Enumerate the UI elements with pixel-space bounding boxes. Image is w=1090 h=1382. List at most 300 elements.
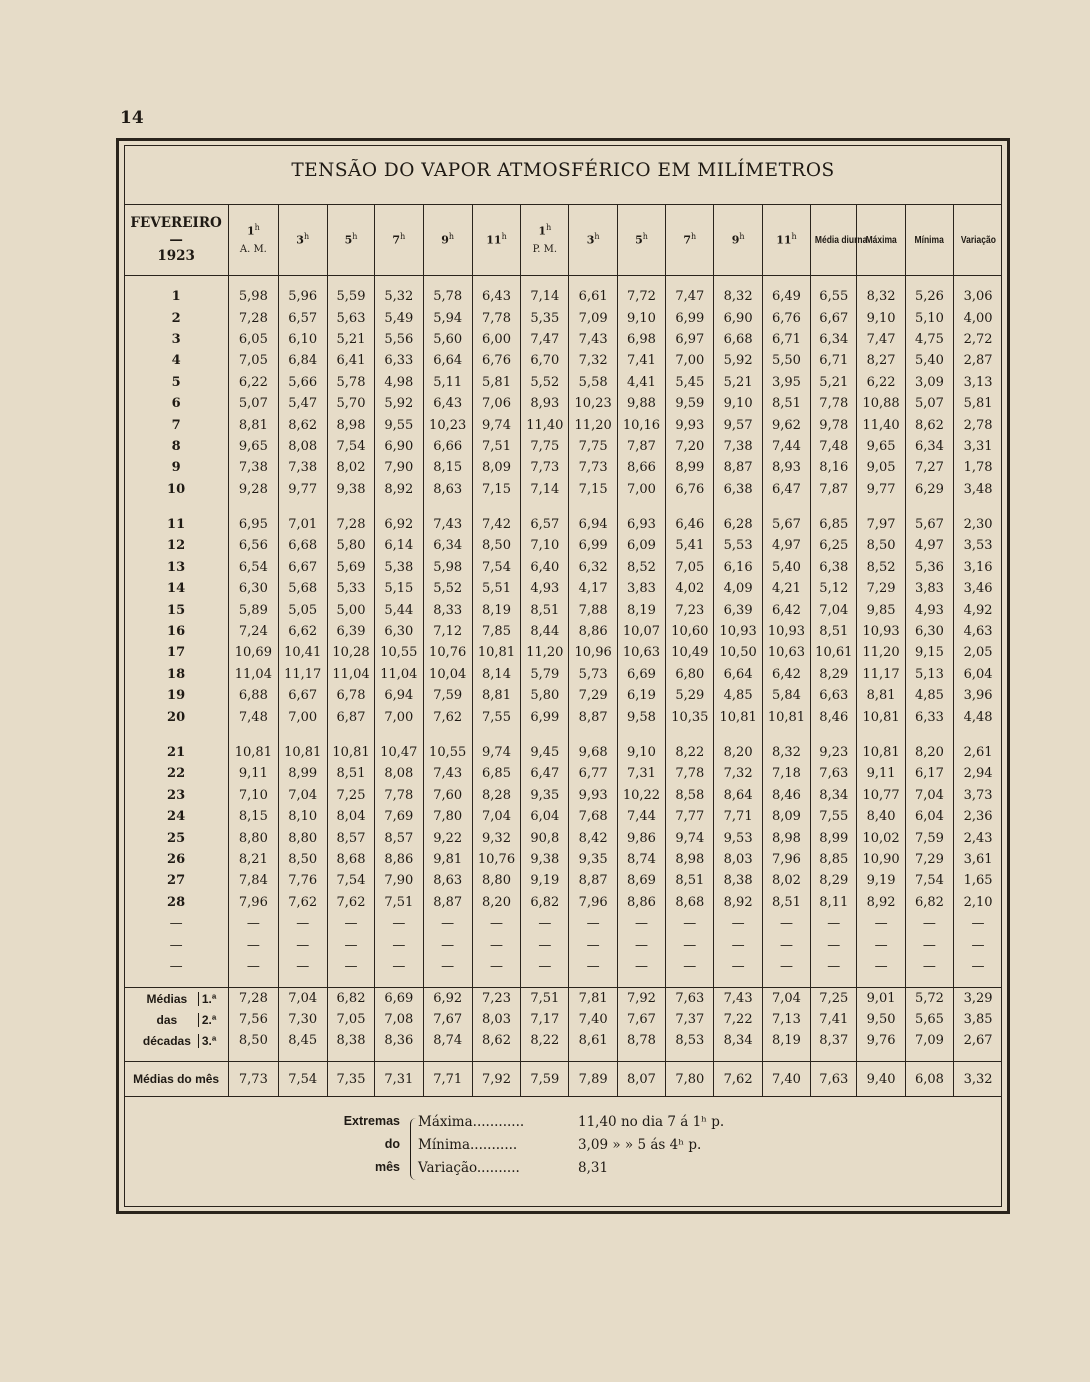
table-cell: 8,03 [472, 1009, 520, 1030]
table-cell: 7,28 [327, 514, 374, 535]
table-cell: 9,55 [375, 414, 423, 435]
table-cell: 6,68 [278, 535, 327, 556]
table-cell: 3,29 [954, 988, 1002, 1010]
table-cell: 5,52 [423, 578, 472, 599]
hour-value: 1 [538, 224, 547, 238]
table-cell: 4,85 [905, 685, 953, 706]
table-cell: 5,65 [905, 1009, 953, 1030]
table-cell: 8,80 [472, 870, 520, 891]
table-cell: 6,94 [375, 685, 423, 706]
table-cell: 8,20 [905, 742, 953, 763]
table-cell: 7,04 [905, 785, 953, 806]
table-cell: 10,35 [666, 706, 714, 727]
table-cell: 11,40 [521, 414, 569, 435]
table-cell: 9,65 [857, 436, 905, 457]
table-cell: 10,55 [375, 642, 423, 663]
table-cell: 8,51 [762, 892, 810, 913]
table-row [124, 599, 1002, 620]
table-cell: 7,59 [521, 1062, 569, 1097]
table-cell: 7,00 [278, 706, 327, 727]
table-cell: 9,10 [714, 393, 762, 414]
table-cell: 4,21 [762, 578, 810, 599]
day-number: 18 [167, 666, 186, 682]
dash-cell: — [762, 913, 810, 934]
extreme-value: 8,31 [578, 1160, 609, 1176]
table-cell: 7,41 [617, 350, 665, 371]
table-cell: 5,21 [327, 329, 374, 350]
table-cell: 7,73 [229, 1062, 278, 1097]
table-cell: 3,09 [905, 372, 953, 393]
table-cell: 9,40 [857, 1062, 905, 1097]
table-cell: 5,10 [905, 307, 953, 328]
table-cell: 8,34 [714, 1030, 762, 1051]
table-cell: 8,63 [423, 870, 472, 891]
table-cell: 6,00 [472, 329, 520, 350]
table-cell: 8,14 [472, 664, 520, 685]
table-title: TENSÃO DO VAPOR ATMOSFÉRICO EM MILÍMETROS [291, 160, 835, 181]
table-cell: 8,08 [375, 763, 423, 784]
table-cell: 6,34 [905, 436, 953, 457]
table-cell: 7,51 [472, 436, 520, 457]
decade-ordinal: 3.ª [198, 1034, 216, 1048]
table-cell: 8,29 [811, 664, 857, 685]
table-cell: 5,89 [229, 599, 278, 620]
table-cell: 7,20 [666, 436, 714, 457]
table-cell: 9,05 [857, 457, 905, 478]
hour-value: 3 [586, 233, 595, 247]
month-dash: — [169, 231, 183, 248]
table-cell: 5,81 [954, 393, 1002, 414]
table-row [124, 621, 1002, 642]
table-cell: 6,22 [857, 372, 905, 393]
table-cell: 9,74 [472, 742, 520, 763]
dash-cell: — [762, 934, 810, 955]
table-row [124, 514, 1002, 535]
table-cell: 7,62 [327, 892, 374, 913]
dash-cell: — [714, 934, 762, 955]
table-cell: 8,80 [229, 827, 278, 848]
table-cell: 5,72 [905, 988, 953, 1010]
hour-suffix: h [303, 231, 310, 241]
table-cell: 7,63 [811, 1062, 857, 1097]
dash-cell: — [714, 913, 762, 934]
dash-cell: — [169, 916, 183, 932]
extreme-value: 3,09 » » 5 ás 4ʰ p. [578, 1137, 702, 1153]
table-cell: 11,20 [569, 414, 617, 435]
table-cell: 8,40 [857, 806, 905, 827]
table-cell: 6,70 [521, 350, 569, 371]
day-number: 17 [167, 645, 186, 661]
hour-header [472, 205, 520, 276]
table-cell: 1,65 [954, 870, 1002, 891]
day-number: 2 [171, 310, 181, 326]
table-cell: 8,99 [666, 457, 714, 478]
table-cell: 6,29 [905, 479, 953, 500]
table-cell: 7,78 [375, 785, 423, 806]
extreme-name: Mínima........... [418, 1137, 518, 1153]
table-cell: 5,81 [472, 372, 520, 393]
table-cell: 10,88 [857, 393, 905, 414]
dash-cell: — [472, 913, 520, 934]
table-cell: 10,61 [811, 642, 857, 663]
table-cell: 8,36 [375, 1030, 423, 1051]
table-cell: 6,49 [762, 286, 810, 307]
table-cell: 6,84 [278, 350, 327, 371]
dash-cell: — [521, 934, 569, 955]
table-row [124, 642, 1002, 663]
decade-label [124, 1030, 229, 1051]
hour-header [278, 205, 327, 276]
table-cell: 7,69 [375, 806, 423, 827]
table-cell: 5,12 [811, 578, 857, 599]
dash-cell: — [169, 937, 183, 953]
table-cell: 4,41 [617, 372, 665, 393]
table-cell: 8,50 [857, 535, 905, 556]
table-cell: 7,29 [857, 578, 905, 599]
table-cell: 6,67 [278, 557, 327, 578]
table-cell: 7,32 [569, 350, 617, 371]
table-cell: 8,81 [472, 685, 520, 706]
hour-value: 11 [776, 233, 792, 247]
table-row [124, 785, 1002, 806]
table-cell: 7,05 [666, 557, 714, 578]
empty-row [124, 956, 1002, 977]
table-cell: 6,42 [762, 599, 810, 620]
hour-header [423, 205, 472, 276]
table-cell: 7,17 [521, 1009, 569, 1030]
table-cell: 5,15 [375, 578, 423, 599]
table-cell: 6,41 [327, 350, 374, 371]
table-cell: 6,39 [327, 621, 374, 642]
table-cell: 9,74 [666, 827, 714, 848]
table-cell: 6,16 [714, 557, 762, 578]
table-cell: 7,43 [569, 329, 617, 350]
extreme-row [330, 1160, 830, 1183]
table-cell: 8,92 [375, 479, 423, 500]
table-cell: 5,67 [762, 514, 810, 535]
table-cell: 6,30 [229, 578, 278, 599]
dash-cell: — [857, 956, 905, 977]
table-cell: 5,44 [375, 599, 423, 620]
table-cell: 5,21 [714, 372, 762, 393]
table-cell: 7,62 [423, 706, 472, 727]
table-cell: 7,44 [617, 806, 665, 827]
table-cell: 5,56 [375, 329, 423, 350]
day-number: 19 [167, 688, 186, 704]
table-cell: 5,78 [423, 286, 472, 307]
day-number: 28 [167, 894, 186, 910]
table-cell: 7,78 [666, 763, 714, 784]
hour-value: 9 [731, 233, 740, 247]
table-cell: 8,63 [423, 479, 472, 500]
table-cell: 5,40 [905, 350, 953, 371]
table-cell: 10,90 [857, 849, 905, 870]
hour-value: 11 [486, 233, 502, 247]
table-cell: 7,38 [278, 457, 327, 478]
table-cell: 9,19 [521, 870, 569, 891]
hour-suffix: h [448, 231, 455, 241]
table-cell: 4,48 [954, 706, 1002, 727]
table-cell: 6,94 [569, 514, 617, 535]
table-cell: 5,92 [375, 393, 423, 414]
table-cell: 2,61 [954, 742, 1002, 763]
table-cell: 8,42 [569, 827, 617, 848]
table-cell: 7,75 [521, 436, 569, 457]
table-cell: 7,71 [423, 1062, 472, 1097]
dash-cell: — [857, 913, 905, 934]
table-cell: 7,23 [666, 599, 714, 620]
table-cell: 8,78 [617, 1030, 665, 1051]
table-cell: 7,32 [714, 763, 762, 784]
table-cell: 8,22 [666, 742, 714, 763]
table-row [124, 414, 1002, 435]
table-cell: 9,76 [857, 1030, 905, 1051]
table-cell: 7,14 [521, 479, 569, 500]
table-cell: 7,00 [375, 706, 423, 727]
table-cell: 7,84 [229, 870, 278, 891]
table-cell: 6,76 [666, 479, 714, 500]
dash-cell: — [327, 934, 374, 955]
table-cell: 5,98 [229, 286, 278, 307]
dash-cell: — [278, 956, 327, 977]
day-number: 8 [171, 438, 181, 454]
table-cell: 8,81 [857, 685, 905, 706]
table-cell: 7,59 [905, 827, 953, 848]
table-cell: 5,26 [905, 286, 953, 307]
table-cell: 5,47 [278, 393, 327, 414]
table-cell: 10,23 [423, 414, 472, 435]
table-cell: 6,66 [423, 436, 472, 457]
table-cell: 8,92 [857, 892, 905, 913]
table-cell: 6,68 [714, 329, 762, 350]
table-cell: 8,98 [327, 414, 374, 435]
table-cell: 9,88 [617, 393, 665, 414]
table-cell: 7,73 [521, 457, 569, 478]
table-cell: 8,02 [327, 457, 374, 478]
table-cell: 10,07 [617, 621, 665, 642]
table-cell: 7,92 [472, 1062, 520, 1097]
table-cell: 10,04 [423, 664, 472, 685]
table-cell: 7,54 [327, 436, 374, 457]
table-cell: 7,78 [472, 307, 520, 328]
table-cell: 8,62 [905, 414, 953, 435]
day-number: 3 [171, 331, 181, 347]
table-cell: 3,46 [954, 578, 1002, 599]
table-cell: 9,81 [423, 849, 472, 870]
table-row [124, 763, 1002, 784]
year-label: 1923 [157, 248, 195, 265]
table-cell: 8,57 [375, 827, 423, 848]
hour-suffix: h [691, 231, 697, 241]
table-cell: 5,59 [327, 286, 374, 307]
table-cell: 5,40 [762, 557, 810, 578]
dash-cell: — [762, 956, 810, 977]
table-cell: 6,92 [423, 988, 472, 1010]
table-cell: 7,62 [714, 1062, 762, 1097]
day-number: 12 [167, 538, 186, 554]
table-cell: 6,71 [811, 350, 857, 371]
table-row [124, 286, 1002, 307]
table-cell: 8,50 [229, 1030, 278, 1051]
table-cell: 8,87 [569, 706, 617, 727]
table-cell: 7,09 [569, 307, 617, 328]
table-row [124, 849, 1002, 870]
table-cell: 8,87 [569, 870, 617, 891]
extreme-group-label: mês [374, 1160, 400, 1174]
table-cell: 8,80 [278, 827, 327, 848]
table-cell: 6,57 [521, 514, 569, 535]
table-cell: 6,08 [905, 1062, 953, 1097]
table-cell: 8,46 [811, 706, 857, 727]
day-number: 5 [171, 374, 181, 390]
table-cell: 4,97 [905, 535, 953, 556]
table-cell: 7,71 [714, 806, 762, 827]
table-cell: 9,68 [569, 742, 617, 763]
table-cell: 3,16 [954, 557, 1002, 578]
table-cell: 7,06 [472, 393, 520, 414]
table-cell: 6,19 [617, 685, 665, 706]
dash-cell: — [954, 934, 1002, 955]
table-cell: 7,60 [423, 785, 472, 806]
table-cell: 8,51 [762, 393, 810, 414]
table-cell: 6,85 [811, 514, 857, 535]
day-number: 23 [167, 787, 186, 803]
table-cell: 7,80 [423, 806, 472, 827]
table-cell: 5,49 [375, 307, 423, 328]
decade-ordinal: 2.ª [198, 1013, 216, 1027]
table-row [124, 892, 1002, 913]
table-cell: 2,67 [954, 1030, 1002, 1051]
table-cell: 7,42 [472, 514, 520, 535]
table-cell: 9,11 [857, 763, 905, 784]
table-cell: 7,54 [327, 870, 374, 891]
table-cell: 5,41 [666, 535, 714, 556]
table-cell: 10,47 [375, 742, 423, 763]
table-row [124, 870, 1002, 891]
table-cell: 8,61 [569, 1030, 617, 1051]
table-row [124, 827, 1002, 848]
table-cell: 11,20 [857, 642, 905, 663]
decade-label-text: das [156, 1012, 178, 1027]
table-cell: 6,99 [521, 706, 569, 727]
table-cell: 6,64 [714, 664, 762, 685]
dash-cell: — [278, 934, 327, 955]
hour-header [714, 205, 762, 276]
table-cell: 5,11 [423, 372, 472, 393]
table-cell: 7,30 [278, 1009, 327, 1030]
table-cell: 8,44 [521, 621, 569, 642]
table-cell: 8,04 [327, 806, 374, 827]
table-cell: 5,80 [521, 685, 569, 706]
table-body [124, 276, 1002, 1097]
table-cell: 5,07 [905, 393, 953, 414]
table-cell: 8,32 [714, 286, 762, 307]
table-cell: 8,64 [714, 785, 762, 806]
table-row [124, 685, 1002, 706]
table-cell: 8,68 [327, 849, 374, 870]
table-cell: 5,21 [811, 372, 857, 393]
hour-suffix: h [400, 231, 406, 241]
dash-cell: — [423, 913, 472, 934]
hour-suffix: h [642, 231, 648, 241]
table-cell: 8,74 [423, 1030, 472, 1051]
table-cell: 6,40 [521, 557, 569, 578]
table-cell: 2,94 [954, 763, 1002, 784]
table-row [124, 350, 1002, 371]
table-cell: 5,07 [229, 393, 278, 414]
dash-cell: — [617, 934, 665, 955]
table-cell: 2,78 [954, 414, 1002, 435]
table-cell: 9,77 [278, 479, 327, 500]
table-cell: 9,38 [327, 479, 374, 500]
table-cell: 7,43 [423, 763, 472, 784]
day-number: 14 [167, 581, 186, 597]
dash-cell: — [954, 956, 1002, 977]
dash-cell: — [423, 934, 472, 955]
table-cell: 8,51 [521, 599, 569, 620]
table-cell: 5,78 [327, 372, 374, 393]
table-cell: 5,60 [423, 329, 472, 350]
dash-cell: — [472, 956, 520, 977]
table-cell: 10,77 [857, 785, 905, 806]
table-cell: 7,47 [666, 286, 714, 307]
table-cell: 6,69 [617, 664, 665, 685]
hour-header [327, 205, 374, 276]
table-cell: 8,46 [762, 785, 810, 806]
page-number: 14 [120, 108, 144, 128]
table-cell: 3,83 [905, 578, 953, 599]
table-cell: 10,93 [762, 621, 810, 642]
table-cell: 10,81 [762, 706, 810, 727]
decade-mean-row [124, 1009, 1002, 1030]
day-number: 20 [167, 709, 186, 725]
table-cell: 9,53 [714, 827, 762, 848]
table-cell: 7,96 [762, 849, 810, 870]
table-cell: 5,98 [423, 557, 472, 578]
table-cell: 7,15 [472, 479, 520, 500]
table-cell: 7,13 [762, 1009, 810, 1030]
table-cell: 8,32 [857, 286, 905, 307]
table-cell: 9,65 [229, 436, 278, 457]
table-cell: 5,67 [905, 514, 953, 535]
table-cell: 7,43 [423, 514, 472, 535]
table-cell: 6,33 [905, 706, 953, 727]
dash-cell: — [811, 913, 857, 934]
table-cell: 6,88 [229, 685, 278, 706]
table-cell: 9,35 [569, 849, 617, 870]
period-label: P. M. [532, 244, 558, 256]
table-cell: 9,93 [569, 785, 617, 806]
table-cell: 11,40 [857, 414, 905, 435]
table-cell: 8,16 [811, 457, 857, 478]
table-cell: 7,04 [472, 806, 520, 827]
table-cell: 7,85 [472, 621, 520, 642]
table-cell: 6,71 [762, 329, 810, 350]
decade-ordinal: 1.ª [198, 992, 216, 1006]
table-cell: 5,79 [521, 664, 569, 685]
table-cell: 8,19 [617, 599, 665, 620]
table-cell: 6,25 [811, 535, 857, 556]
hour-header [666, 205, 714, 276]
table-cell: 7,78 [811, 393, 857, 414]
table-cell: 7,48 [811, 436, 857, 457]
table-cell: 7,04 [811, 599, 857, 620]
table-row [124, 479, 1002, 500]
day-number: 6 [171, 396, 181, 412]
table-cell: 7,10 [229, 785, 278, 806]
extreme-group-label: Extremas [343, 1114, 400, 1128]
table-cell: 5,58 [569, 372, 617, 393]
